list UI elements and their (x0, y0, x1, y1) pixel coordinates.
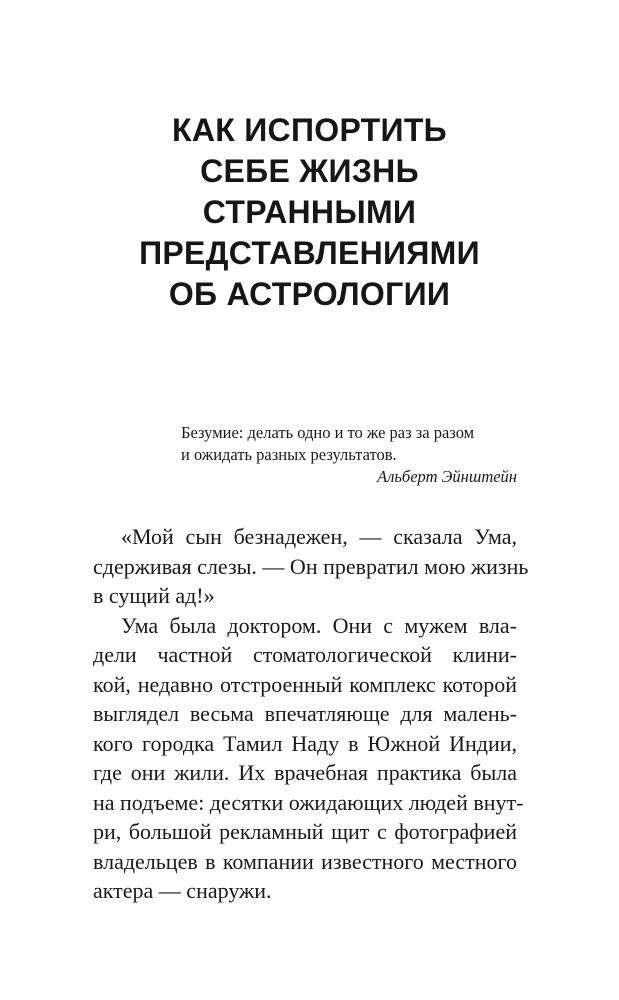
chapter-title-line: СЕБЕ ЖИЗНЬ (200, 153, 419, 189)
body-line: актера — снаружи. (93, 878, 272, 903)
chapter-title-line: КАК ИСПОРТИТЬ (172, 112, 447, 148)
chapter-title-line: ПРЕДСТАВЛЕНИЯМИ (139, 235, 480, 271)
body-line: сдерживая слезы. — Он превратил мою жизнь (93, 553, 529, 579)
epigraph-quote-line: Безумие: делать одно и то же раз за разом (181, 423, 475, 442)
body-text (93, 522, 529, 906)
body-line: владельцев в компании известного местного (93, 848, 517, 874)
body-line: в сущий ад!» (93, 583, 215, 608)
body-line: кой, недавно отстроенный комплекс которой (93, 671, 517, 697)
epigraph-quote-line: и ожидать разных результатов. (181, 445, 397, 464)
body-line: Ума была доктором. Они с мужем вла- (121, 612, 517, 638)
body-line: выглядел весьма впечатляюще для малень- (93, 701, 517, 726)
body-line: «Мой сын безнадежен, — сказала Ума, (121, 524, 517, 549)
body-line: где они жили. Их врачебная практика была (93, 760, 517, 785)
body-line: кого городка Тамил Наду в Южной Индии, (93, 730, 517, 756)
chapter-title (0, 110, 619, 315)
body-line: на подъеме: десятки ожидающих людей внут- (93, 789, 524, 815)
chapter-title-line: ОБ АСТРОЛОГИИ (168, 276, 451, 312)
epigraph-author: Альберт Эйнштейн (377, 467, 517, 486)
body-line: дели частной стоматологической клини- (93, 642, 517, 667)
epigraph (181, 422, 521, 488)
body-line: ри, большой рекламный щит с фотографией (93, 819, 517, 844)
chapter-title-line: СТРАННЫМИ (202, 194, 417, 230)
